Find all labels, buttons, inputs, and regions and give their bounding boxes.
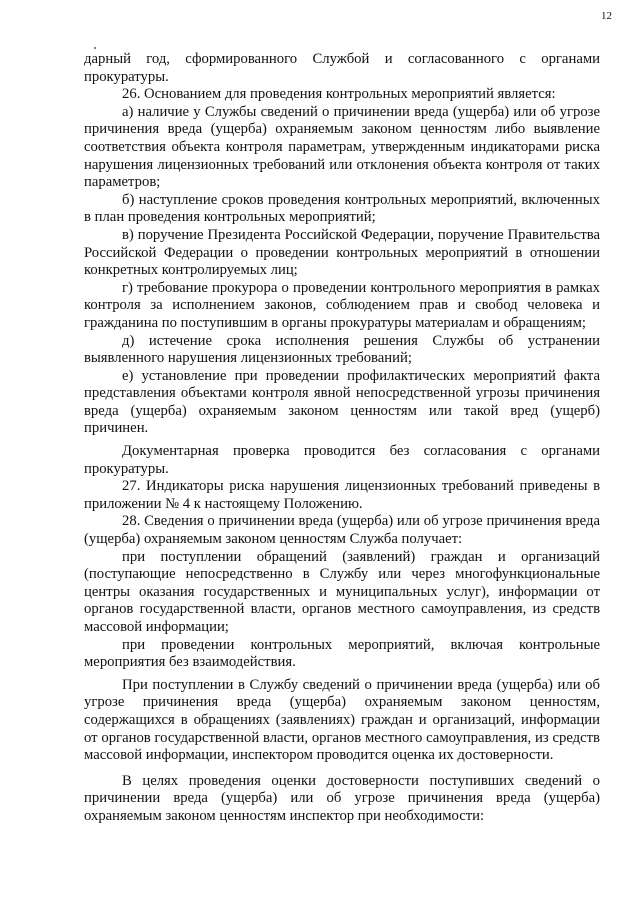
paragraph-26-v: в) поручение Президента Российской Федерации, поручение Правительства Российской Федерации о проведении контрольных мероприятий в отношении конкретных контролируемых лиц; — [84, 226, 600, 279]
paragraph-continuation: дарный год, сформированного Службой и согласованного с органами прокуратуры. — [84, 51, 600, 85]
paragraph-item-27: 27. Индикаторы риска нарушения лицензионных требований приведены в приложении № 4 к настоящему Положению. — [84, 478, 600, 512]
paragraph-assessment: При поступлении в Службу сведений о причинении вреда (ущерба) или об угрозе причинения вреда (ущерба) охраняемым законом ценностям, содержащихся в обращениях (заявлениях) граждан и организаций, информации от органов государственной власти, органов местного самоуправления, из средств массовой информации, инспектором проводится оценка их достоверности. — [84, 676, 600, 764]
document-body — [84, 51, 600, 826]
page-number: 12 — [601, 10, 612, 22]
paragraph-26-b: б) наступление сроков проведения контрольных мероприятий, включенных в план проведения контрольных мероприятий; — [84, 191, 600, 226]
paragraph-26-d: д) истечение срока исполнения решения Службы об устранении выявленного нарушения лицензионных требований; — [84, 332, 600, 367]
paragraph-26-a: а) наличие у Службы сведений о причинении вреда (ущерба) или об угрозе причинения вреда (ущерба) охраняемым законом ценностям либо выявление соответствия объекта контроля параметрам, утвержденным индикаторами риска нарушения лицензионных требований или отклонения объекта контроля от таких параметров; — [84, 103, 600, 191]
paragraph-26-g: г) требование прокурора о проведении контрольного мероприятия в рамках контроля за исполнением законов, соблюдением прав и свобод человека и гражданина по поступившим в органы прокуратуры материалам и обращениям; — [84, 279, 600, 331]
scan-speck — [94, 47, 96, 49]
paragraph-26-e: е) установление при проведении профилактических мероприятий факта представления объектами контроля явной непосредственной угрозы причинения вреда (ущерба) охраняемым законом ценностям или такой вред (ущерб) причинен. — [84, 367, 600, 437]
paragraph-reliability: В целях проведения оценки достоверности поступивших сведений о причинении вреда (ущерба) или об угрозе причинения вреда (ущерба) охраняемым законом ценностям инспектор при необходимости: — [84, 772, 600, 824]
paragraph-item-28: 28. Сведения о причинении вреда (ущерба) или об угрозе причинения вреда (ущерба) охраняемым законом ценностям Служба получает: — [84, 513, 600, 548]
paragraph-documentary-check: Документарная проверка проводится без согласования с органами прокуратуры. — [84, 443, 600, 477]
paragraph-28-control: при проведении контрольных мероприятий, включая контрольные мероприятия без взаимодействия. — [84, 636, 600, 671]
paragraph-item-26: 26. Основанием для проведения контрольных мероприятий является: — [122, 86, 556, 103]
paragraph-28-appeals: при поступлении обращений (заявлений) граждан и организаций (поступающие непосредственно в Службу или через многофункциональные центры оказания государственных и муниципальных услуг), информации от органов государственной власти, органов местного самоуправления, из средств массовой информации; — [84, 548, 600, 635]
